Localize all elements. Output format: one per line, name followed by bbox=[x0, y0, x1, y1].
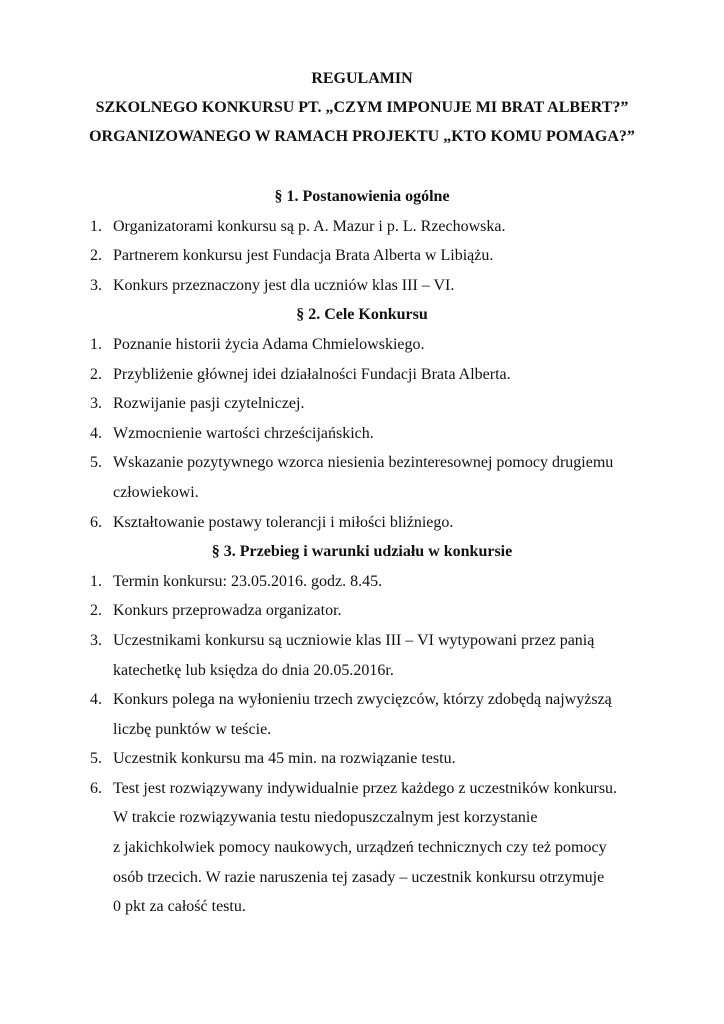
item-number: 2. bbox=[90, 247, 102, 265]
item-text: Konkurs przeznaczony jest dla uczniów klas III – VI. bbox=[113, 276, 455, 294]
document-body bbox=[0, 182, 724, 922]
list-item bbox=[0, 419, 653, 449]
list-item bbox=[0, 685, 653, 744]
item-number: 5. bbox=[90, 454, 102, 472]
item-number: 4. bbox=[90, 691, 102, 709]
item-text: Test jest rozwiązywany indywidualnie przez każdego z uczestników konkursu. bbox=[113, 779, 618, 797]
section-course-and-conditions bbox=[0, 537, 724, 922]
item-text: Konkurs polega na wyłonieniu trzech zwycięzców, którzy zdobędą najwyższą bbox=[113, 691, 612, 709]
list-item bbox=[0, 626, 653, 685]
section-heading: § 3. Przebieg i warunki udziału w konkursie bbox=[211, 543, 513, 561]
list-item bbox=[0, 567, 653, 597]
list-item bbox=[0, 744, 653, 774]
item-number: 3. bbox=[90, 276, 102, 294]
section-heading: § 2. Cele Konkursu bbox=[296, 306, 428, 324]
list-item bbox=[0, 330, 653, 360]
list-item bbox=[0, 508, 653, 538]
list-item bbox=[0, 212, 653, 242]
list-item bbox=[0, 596, 653, 626]
item-text: 0 pkt za całość testu. bbox=[113, 898, 246, 916]
item-text: Organizatorami konkursu są p. A. Mazur i p. L. Rzechowska. bbox=[113, 217, 506, 235]
item-text: Poznanie historii życia Adama Chmielowskiego. bbox=[113, 335, 425, 353]
title-line: SZKOLNEGO KONKURSU PT. „CZYM IMPONUJE MI BRAT ALBERT?” bbox=[95, 99, 629, 116]
title-line: REGULAMIN bbox=[311, 70, 413, 87]
item-text: Konkurs przeprowadza organizator. bbox=[113, 602, 342, 620]
section-list bbox=[0, 567, 724, 922]
item-text: osób trzecich. W razie naruszenia tej zasady – uczestnik konkursu otrzymuje bbox=[113, 868, 605, 886]
item-text: Wzmocnienie wartości chrześcijańskich. bbox=[113, 424, 374, 442]
item-text: Kształtowanie postawy tolerancji i miłości bliźniego. bbox=[113, 513, 454, 531]
item-number: 2. bbox=[90, 602, 102, 620]
item-number: 3. bbox=[90, 631, 102, 649]
item-number: 1. bbox=[90, 217, 102, 235]
section-heading: § 1. Postanowienia ogólne bbox=[274, 188, 450, 205]
list-item bbox=[0, 360, 653, 390]
item-text: liczbę punktów w teście. bbox=[113, 720, 272, 738]
document-title bbox=[0, 64, 724, 151]
list-item bbox=[0, 774, 653, 922]
item-number: 5. bbox=[90, 750, 102, 768]
section-list bbox=[0, 212, 724, 301]
item-number: 1. bbox=[90, 335, 102, 353]
list-item bbox=[0, 241, 653, 271]
item-text: Przybliżenie głównej idei działalności Fundacji Brata Alberta. bbox=[113, 365, 511, 383]
item-number: 6. bbox=[90, 779, 102, 797]
list-item bbox=[0, 448, 653, 507]
item-text: Uczestnikami konkursu są uczniowie klas III – VI wytypowani przez panią bbox=[113, 631, 595, 649]
item-text: katechetkę lub księdza do dnia 20.05.2016r. bbox=[113, 661, 394, 679]
list-item bbox=[0, 271, 653, 301]
item-text: Termin konkursu: 23.05.2016. godz. 8.45. bbox=[113, 572, 383, 590]
item-number: 2. bbox=[90, 365, 102, 383]
title-line: ORGANIZOWANEGO W RAMACH PROJEKTU „KTO KOMU POMAGA?” bbox=[89, 128, 635, 145]
item-text: Partnerem konkursu jest Fundacja Brata Alberta w Libiążu. bbox=[113, 247, 494, 265]
item-text: z jakichkolwiek pomocy naukowych, urządzeń technicznych czy też pomocy bbox=[113, 839, 607, 857]
item-text: Rozwijanie pasji czytelniczej. bbox=[113, 395, 305, 413]
item-text: W trakcie rozwiązywania testu niedopuszczalnym jest korzystanie bbox=[113, 809, 538, 827]
section-list bbox=[0, 330, 724, 537]
item-text: Uczestnik konkursu ma 45 min. na rozwiązanie testu. bbox=[113, 750, 456, 768]
item-number: 1. bbox=[90, 572, 102, 590]
item-text: człowiekowi. bbox=[113, 483, 199, 501]
item-number: 3. bbox=[90, 395, 102, 413]
item-number: 6. bbox=[90, 513, 102, 531]
item-text: Wskazanie pozytywnego wzorca niesienia bezinteresownej pomocy drugiemu bbox=[113, 454, 614, 472]
list-item bbox=[0, 389, 653, 419]
section-contest-goals bbox=[0, 300, 724, 537]
item-number: 4. bbox=[90, 424, 102, 442]
section-general-provisions bbox=[0, 182, 724, 300]
